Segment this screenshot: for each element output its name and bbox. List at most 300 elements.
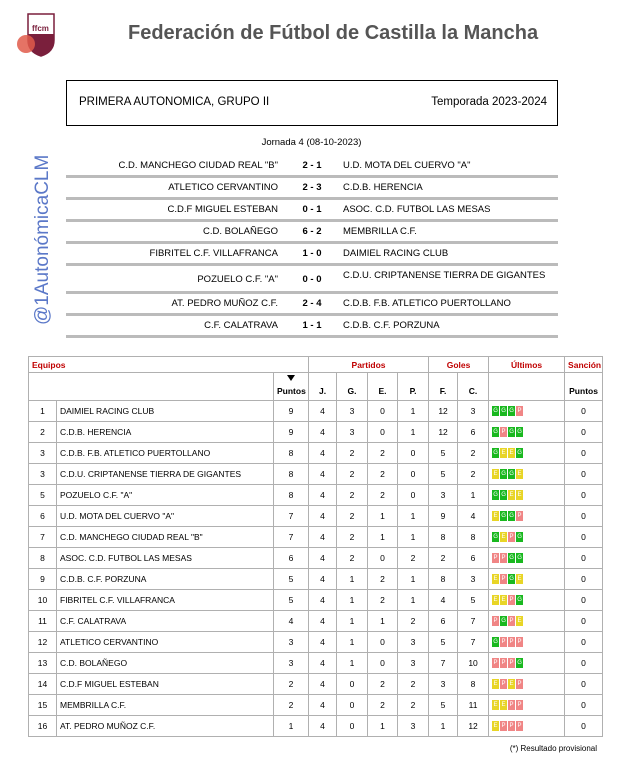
cell-c: 7 [458,632,489,653]
cell-c: 7 [458,611,489,632]
cell-e: 2 [368,674,398,695]
cell-sancion: 0 [565,569,603,590]
result-badge: P [517,513,522,520]
cell-p: 0 [398,464,429,485]
last-results [489,443,565,464]
cell-p: 2 [398,611,429,632]
last-results [489,527,565,548]
result-badge: E [501,597,506,604]
cell-j: 4 [309,695,337,716]
cell-pts: 7 [274,527,309,548]
result-badge: P [509,660,514,667]
cell-pos: 6 [29,506,57,527]
last-results [489,569,565,590]
f-header: F. [429,373,458,401]
cell-g: 1 [337,611,368,632]
standings-table [28,356,603,737]
cell-sancion: 0 [565,695,603,716]
result-badge: P [509,597,514,604]
team-name[interactable]: C.D. BOLAÑEGO [57,653,274,674]
result-badge: P [493,555,498,562]
result-badge: P [493,660,498,667]
ffcm-logo [14,12,64,58]
cell-c: 8 [458,527,489,548]
result-badge: G [493,639,498,646]
cell-pos: 16 [29,716,57,737]
cell-g: 2 [337,485,368,506]
cell-e: 2 [368,464,398,485]
result-badge: G [501,492,506,499]
cell-pos: 2 [29,422,57,443]
cell-pos: 8 [29,548,57,569]
cell-p: 0 [398,485,429,506]
match-row [66,200,558,222]
table-row [29,611,603,632]
cell-sancion: 0 [565,422,603,443]
result-badge: G [517,534,522,541]
cell-j: 4 [309,527,337,548]
cell-p: 1 [398,422,429,443]
cell-e: 0 [368,401,398,422]
result-badge: P [501,429,506,436]
blank-header [29,373,274,401]
last-blank-header [489,373,565,401]
result-badge: P [517,408,522,415]
team-name[interactable]: C.D. MANCHEGO CIUDAD REAL "B" [57,527,274,548]
cell-e: 2 [368,590,398,611]
last-results [489,506,565,527]
score: 0 - 0 [302,274,322,285]
cell-j: 4 [309,548,337,569]
cell-c: 6 [458,548,489,569]
cell-g: 3 [337,422,368,443]
sancion-header: Sanción [565,357,603,373]
result-badge: G [517,555,522,562]
table-row [29,401,603,422]
result-badge: P [517,639,522,646]
cell-pts: 3 [274,632,309,653]
result-badge: P [501,555,506,562]
result-badge: P [509,618,514,625]
cell-g: 1 [337,590,368,611]
cell-f: 4 [429,590,458,611]
cell-sancion: 0 [565,527,603,548]
cell-c: 5 [458,590,489,611]
home-team: POZUELO C.F. "A" [197,274,278,285]
team-name[interactable]: C.D.B. C.F. PORZUNA [57,569,274,590]
result-badge: E [501,534,506,541]
cell-e: 2 [368,485,398,506]
score: 1 - 0 [302,248,322,259]
last-results [489,653,565,674]
cell-c: 11 [458,695,489,716]
result-badge: G [493,408,498,415]
home-team: ATLETICO CERVANTINO [168,182,278,193]
divider [66,335,558,338]
table-row [29,464,603,485]
cell-pos: 1 [29,401,57,422]
cell-pts: 8 [274,443,309,464]
cell-e: 0 [368,653,398,674]
result-badge: E [509,450,514,457]
team-name[interactable]: DAIMIEL RACING CLUB [57,401,274,422]
result-badge: G [501,408,506,415]
score: 6 - 2 [302,226,322,237]
result-badge: G [517,660,522,667]
result-badge: P [509,702,514,709]
match-row [66,244,558,266]
cell-c: 3 [458,401,489,422]
team-name[interactable]: U.D. MOTA DEL CUERVO "A" [57,506,274,527]
cell-g: 2 [337,443,368,464]
cell-g: 1 [337,632,368,653]
cell-p: 1 [398,506,429,527]
result-badge: E [517,618,522,625]
team-name[interactable]: ATLETICO CERVANTINO [57,632,274,653]
table-column-header [29,373,603,401]
cell-c: 2 [458,464,489,485]
result-badge: G [509,555,514,562]
cell-pos: 10 [29,590,57,611]
cell-e: 1 [368,611,398,632]
last-results [489,695,565,716]
home-team: FIBRITEL C.F. VILLAFRANCA [149,248,278,259]
last-results [489,716,565,737]
cell-sancion: 0 [565,716,603,737]
last-results [489,611,565,632]
cell-pos: 14 [29,674,57,695]
cell-sancion: 0 [565,653,603,674]
away-team: ASOC. C.D. FUTBOL LAS MESAS [343,204,491,215]
result-badge: E [493,702,498,709]
home-team: C.D. MANCHEGO CIUDAD REAL "B" [118,160,278,171]
result-badge: G [501,471,506,478]
cell-sancion: 0 [565,443,603,464]
cell-j: 4 [309,422,337,443]
cell-pts: 8 [274,485,309,506]
last-results [489,548,565,569]
puntos-label: Puntos [277,386,306,396]
cell-pos: 3 [29,464,57,485]
partidos-header: Partidos [309,357,429,373]
cell-e: 1 [368,716,398,737]
match-list [66,156,558,338]
result-badge: P [501,660,506,667]
team-name[interactable]: ASOC. C.D. FUTBOL LAS MESAS [57,548,274,569]
table-row [29,422,603,443]
cell-pts: 5 [274,590,309,611]
cell-f: 5 [429,695,458,716]
page-title: Federación de Fútbol de Castilla la Mancha [128,22,539,44]
cell-e: 1 [368,506,398,527]
cell-pts: 7 [274,506,309,527]
cell-f: 8 [429,527,458,548]
season-label: Temporada 2023-2024 [431,96,547,108]
result-badge: G [509,471,514,478]
team-name[interactable]: FIBRITEL C.F. VILLAFRANCA [57,590,274,611]
table-row [29,569,603,590]
cell-sancion: 0 [565,506,603,527]
cell-pts: 9 [274,401,309,422]
team-name[interactable]: C.D.U. CRIPTANENSE TIERRA DE GIGANTES [57,464,274,485]
cell-j: 4 [309,569,337,590]
result-badge: P [517,723,522,730]
home-team: AT. PEDRO MUÑOZ C.F. [171,298,278,309]
cell-f: 7 [429,653,458,674]
table-row [29,674,603,695]
team-name[interactable]: AT. PEDRO MUÑOZ C.F. [57,716,274,737]
result-badge: E [509,492,514,499]
result-badge: G [501,618,506,625]
competition-box [66,80,558,126]
cell-c: 3 [458,569,489,590]
team-name[interactable]: C.D.B. HERENCIA [57,422,274,443]
cell-j: 4 [309,443,337,464]
score: 2 - 4 [302,298,322,309]
cell-f: 6 [429,611,458,632]
puntos-sort-header[interactable] [274,373,309,401]
away-team: C.D.U. CRIPTANENSE TIERRA DE GIGANTES [343,270,546,281]
result-badge: E [517,576,522,583]
result-badge: E [517,471,522,478]
jornada-label: Jornada 4 (08-10-2023) [261,137,362,148]
cell-pts: 8 [274,464,309,485]
goles-header: Goles [429,357,489,373]
away-team: C.D.B. HERENCIA [343,182,423,193]
cell-g: 0 [337,716,368,737]
cell-pts: 4 [274,611,309,632]
cell-p: 3 [398,632,429,653]
result-badge: P [509,534,514,541]
cell-pos: 12 [29,632,57,653]
cell-sancion: 0 [565,548,603,569]
cell-pos: 11 [29,611,57,632]
team-name[interactable]: POZUELO C.F. "A" [57,485,274,506]
equipos-header: Equipos [29,357,309,373]
result-badge: P [501,723,506,730]
table-row [29,485,603,506]
result-badge: E [493,576,498,583]
cell-pts: 3 [274,653,309,674]
result-badge: P [501,639,506,646]
cell-g: 0 [337,674,368,695]
cell-f: 12 [429,422,458,443]
watermark-handle: @1AutonómicaCLM [32,154,53,325]
away-team: C.D.B. F.B. ATLETICO PUERTOLLANO [343,298,511,309]
cell-f: 3 [429,485,458,506]
cell-e: 2 [368,695,398,716]
cell-j: 4 [309,485,337,506]
result-badge: E [493,513,498,520]
match-row [66,316,558,338]
table-group-header [29,357,603,373]
cell-pos: 5 [29,485,57,506]
cell-pts: 1 [274,716,309,737]
result-badge: P [517,681,522,688]
sancion-puntos-header: Puntos [565,373,603,401]
cell-j: 4 [309,590,337,611]
cell-j: 4 [309,506,337,527]
cell-f: 5 [429,464,458,485]
match-row [66,294,558,316]
e-header: E. [368,373,398,401]
cell-p: 1 [398,569,429,590]
result-badge: E [501,450,506,457]
p-header: P. [398,373,429,401]
home-team: C.D. BOLAÑEGO [203,226,278,237]
cell-g: 3 [337,401,368,422]
cell-sancion: 0 [565,674,603,695]
result-badge: E [493,681,498,688]
cell-f: 2 [429,548,458,569]
footnote: (*) Resultado provisional [509,744,597,753]
team-name[interactable]: MEMBRILLA C.F. [57,695,274,716]
match-row [66,156,558,178]
team-name[interactable]: C.D.B. F.B. ATLETICO PUERTOLLANO [57,443,274,464]
cell-pts: 5 [274,569,309,590]
cell-pos: 13 [29,653,57,674]
cell-c: 12 [458,716,489,737]
cell-sancion: 0 [565,611,603,632]
cell-g: 1 [337,653,368,674]
j-header: J. [309,373,337,401]
cell-c: 1 [458,485,489,506]
cell-sancion: 0 [565,464,603,485]
result-badge: G [517,597,522,604]
result-badge: P [509,639,514,646]
home-team: C.D.F MIGUEL ESTEBAN [167,204,278,215]
result-badge: G [509,576,514,583]
away-team: MEMBRILLA C.F. [343,226,417,237]
result-badge: G [493,450,498,457]
result-badge: P [493,618,498,625]
cell-e: 2 [368,569,398,590]
cell-e: 0 [368,632,398,653]
result-badge: E [517,492,522,499]
result-badge: P [501,576,506,583]
g-header: G. [337,373,368,401]
away-team: U.D. MOTA DEL CUERVO "A" [343,160,471,171]
cell-f: 5 [429,632,458,653]
cell-g: 2 [337,506,368,527]
cell-p: 2 [398,695,429,716]
result-badge: P [501,681,506,688]
team-name[interactable]: C.D.F MIGUEL ESTEBAN [57,674,274,695]
score: 2 - 1 [302,160,322,171]
cell-e: 0 [368,548,398,569]
competition-name: PRIMERA AUTONOMICA, GRUPO II [79,96,270,108]
ultimos-header: Últimos [489,357,565,373]
cell-c: 6 [458,422,489,443]
cell-g: 2 [337,464,368,485]
match-row [66,178,558,200]
cell-pos: 7 [29,527,57,548]
result-badge: G [517,429,522,436]
table-row [29,548,603,569]
cell-sancion: 0 [565,485,603,506]
cell-p: 2 [398,548,429,569]
cell-c: 2 [458,443,489,464]
cell-c: 4 [458,506,489,527]
cell-p: 3 [398,716,429,737]
cell-pos: 15 [29,695,57,716]
result-badge: G [517,450,522,457]
cell-f: 8 [429,569,458,590]
cell-j: 4 [309,401,337,422]
cell-pts: 2 [274,674,309,695]
standings-body [29,401,603,737]
away-team: C.D.B. C.F. PORZUNA [343,320,440,331]
cell-sancion: 0 [565,590,603,611]
result-badge: E [509,681,514,688]
cell-j: 4 [309,674,337,695]
team-name[interactable]: C.F. CALATRAVA [57,611,274,632]
cell-f: 12 [429,401,458,422]
cell-j: 4 [309,653,337,674]
cell-j: 4 [309,464,337,485]
result-badge: G [501,513,506,520]
table-row [29,527,603,548]
cell-e: 0 [368,422,398,443]
cell-g: 2 [337,548,368,569]
result-badge: P [509,723,514,730]
result-badge: G [493,492,498,499]
last-results [489,632,565,653]
c-header: C. [458,373,489,401]
score: 1 - 1 [302,320,322,331]
sort-desc-icon [287,375,295,381]
cell-p: 2 [398,674,429,695]
cell-f: 1 [429,716,458,737]
result-badge: E [493,471,498,478]
cell-c: 8 [458,674,489,695]
result-badge: E [493,723,498,730]
result-badge: G [509,513,514,520]
cell-p: 1 [398,527,429,548]
cell-j: 4 [309,632,337,653]
cell-p: 0 [398,443,429,464]
table-row [29,653,603,674]
cell-g: 2 [337,527,368,548]
cell-pts: 2 [274,695,309,716]
cell-pos: 9 [29,569,57,590]
cell-c: 10 [458,653,489,674]
cell-p: 3 [398,653,429,674]
score: 2 - 3 [302,182,322,193]
table-row [29,716,603,737]
match-row [66,222,558,244]
cell-sancion: 0 [565,401,603,422]
last-results [489,590,565,611]
cell-sancion: 0 [565,632,603,653]
cell-e: 1 [368,527,398,548]
last-results [489,422,565,443]
cell-pts: 9 [274,422,309,443]
table-row [29,632,603,653]
cell-f: 3 [429,674,458,695]
away-team: DAIMIEL RACING CLUB [343,248,449,259]
cell-j: 4 [309,611,337,632]
logo-text: ffcm [32,24,49,33]
result-badge: P [517,702,522,709]
result-badge: G [509,429,514,436]
home-team: C.F. CALATRAVA [204,320,278,331]
cell-g: 1 [337,569,368,590]
cell-pos: 3 [29,443,57,464]
score: 0 - 1 [302,204,322,215]
table-row [29,695,603,716]
cell-pts: 6 [274,548,309,569]
